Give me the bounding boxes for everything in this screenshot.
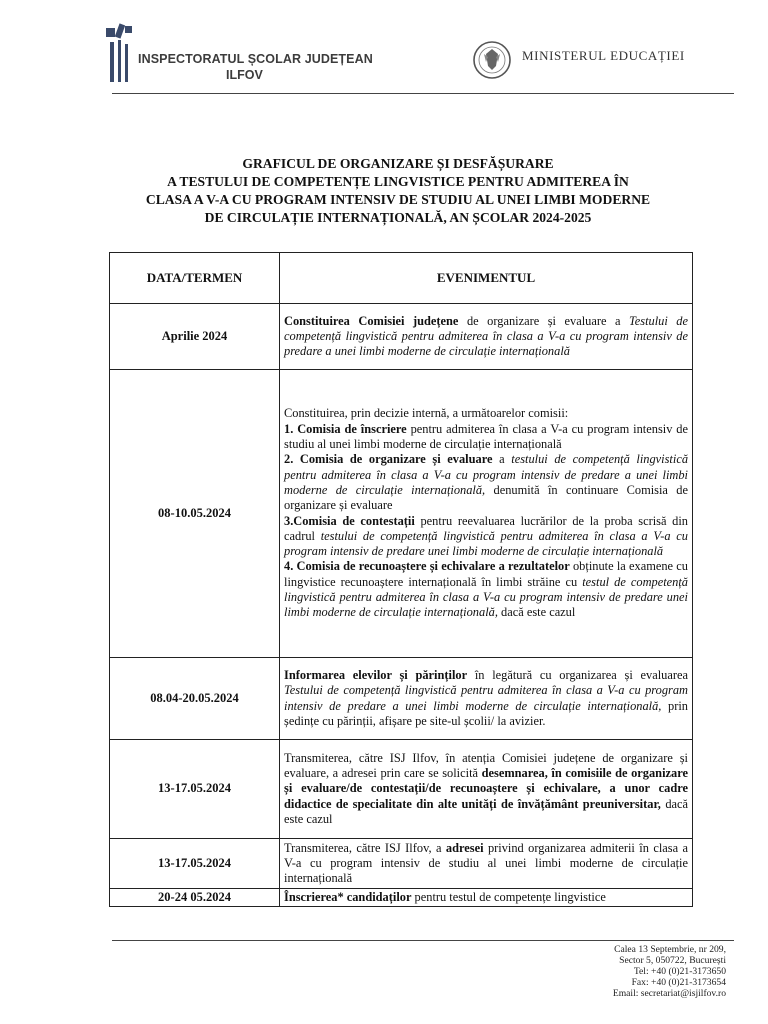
footer-address: Sector 5, 050722, București <box>619 955 726 966</box>
item-bold: 1. Comisia de înscriere <box>284 421 407 436</box>
event-text: dacă este cazul <box>284 796 689 826</box>
isj-name <box>138 52 373 82</box>
item-italic: testul de competență lingvistică pentru admiterea în clasa a V-a cu program intensiv de predare unei limbi moderne de circulație internațională, <box>284 574 688 620</box>
event-bold: Înscrierea* candidaților <box>284 890 412 904</box>
event-text: prin ședințe cu părinții, afișare pe site-ul școlii/ la avizier. <box>284 698 688 728</box>
event-item <box>284 452 688 513</box>
row-event <box>280 740 693 839</box>
event-text: de organizare și evaluare a <box>458 313 629 328</box>
table-header-row <box>110 253 693 304</box>
event-text: Transmiterea, către ISJ Ilfov, a <box>284 840 446 855</box>
event-item <box>284 559 688 620</box>
item-text: a <box>492 452 512 467</box>
schedule-table <box>109 252 693 907</box>
footer-email: Email: secretariat@isjilfov.ro <box>612 988 726 999</box>
event-text: privind organizarea admiterii în clasa a V-a cu program intensiv de studiu al unei limbi moderne de circulație internațională <box>284 840 689 886</box>
item-text: pentru reevaluarea lucrărilor de la proba scrisă din cadrul <box>284 513 688 543</box>
event-intro: Constituirea, prin decizie internă, a următoarelor comisii: <box>284 406 569 421</box>
column-header-date: DATA/TERMEN <box>110 253 280 304</box>
event-bold: adresei <box>445 840 484 855</box>
row-event <box>280 889 693 907</box>
item-bold: 3.Comisia de contestații <box>284 513 415 528</box>
row-date: 08.04-20.05.2024 <box>110 658 280 740</box>
row-event <box>280 658 693 740</box>
event-bold: Constituirea Comisiei județene <box>284 313 459 328</box>
title-line: GRAFICUL DE ORGANIZARE ȘI DESFĂȘURARE <box>242 156 554 171</box>
item-bold: 4. Comisia de recunoaștere și echivalare a rezultatelor <box>284 559 570 574</box>
event-text: în legătură cu organizarea și evaluarea <box>467 667 688 682</box>
table-row <box>110 370 693 658</box>
item-text: pentru admiterea în clasa a V-a cu program intensiv de studiu al unei limbi moderne de circulație internațională <box>284 421 689 452</box>
table-row <box>110 889 693 907</box>
row-date: 20-24 05.2024 <box>110 889 280 907</box>
title-line: A TESTULUI DE COMPETENȚE LINGVISTICE PENTRU ADMITEREA ÎN <box>167 174 629 189</box>
isj-logo-icon <box>104 22 134 86</box>
event-bold: desemnarea, în comisiile de organizare și evaluare/de contestații/de recunoaștere și echivalare, a unor cadre didactice de specialitate din alte unități de învățământ preuniversitar, <box>284 766 688 811</box>
footer-fax: Fax: +40 (0)21-3173654 <box>631 977 726 988</box>
event-italic: Testului de competență lingvistică pentru admiterea în clasa a V-a cu program intensiv de predare a unei limbi moderne de circulație internațională, <box>284 683 688 713</box>
row-date: 08-10.05.2024 <box>110 370 280 658</box>
title-line: CLASA A V-A CU PROGRAM INTENSIV DE STUDIU AL UNEI LIMBI MODERNE <box>145 192 651 207</box>
row-date: Aprilie 2024 <box>110 304 280 370</box>
item-text: obținute la examene cu lingvistice recunoaștere internațională în limbi străine cu <box>284 559 688 589</box>
event-text: pentru testul de competențe lingvistice <box>411 890 606 904</box>
ministry-name: MINISTERUL EDUCAȚIEI <box>522 48 685 63</box>
row-date: 13-17.05.2024 <box>110 839 280 889</box>
contact-footer <box>613 944 726 999</box>
event-item <box>284 514 688 560</box>
table-row <box>110 658 693 740</box>
letterhead <box>100 22 740 94</box>
isj-line2: ILFOV <box>226 68 263 82</box>
table-row <box>110 740 693 839</box>
item-italic: testului de competență lingvistică pentru admiterea în clasa a V-a cu program intensiv de predare a unei limbi moderne de circulație internațională, <box>284 452 689 497</box>
event-text: Transmiterea, către ISJ Ilfov, în atenția Comisiei județene de organizare și evaluare, a adresei prin care se solicită <box>284 750 688 781</box>
row-event <box>280 370 693 658</box>
footer-address: Calea 13 Septembrie, nr 209, <box>614 944 726 955</box>
table-row <box>110 839 693 889</box>
footer-divider <box>112 940 734 941</box>
document-title <box>88 155 708 227</box>
romania-crest-icon <box>472 40 512 80</box>
table-row <box>110 304 693 370</box>
row-date: 13-17.05.2024 <box>110 740 280 839</box>
isj-line1: INSPECTORATUL ȘCOLAR JUDEȚEAN <box>138 52 373 66</box>
event-bold: Informarea elevilor și părinților <box>284 667 468 682</box>
item-text: dacă este cazul <box>497 605 576 620</box>
title-line: DE CIRCULAȚIE INTERNAȚIONALĂ, AN ȘCOLAR 2024-2025 <box>204 210 592 225</box>
footer-phone: Tel: +40 (0)21-3173650 <box>633 966 726 977</box>
item-text: denumită în continuare Comisia de organizare și evaluare <box>284 482 688 513</box>
item-bold: 2. Comisia de organizare și evaluare <box>284 452 493 467</box>
row-event <box>280 304 693 370</box>
row-event <box>280 839 693 889</box>
event-italic: Testului de competență lingvistică pentru admiterea în clasa a V-a cu program intensiv de predare a unei limbi moderne de circulație internațională <box>284 313 689 359</box>
column-header-event: EVENIMENTUL <box>280 253 693 304</box>
header-divider <box>112 93 734 94</box>
event-item <box>284 422 688 453</box>
item-italic: testului de competență lingvistică pentru admiterea în clasa a V-a cu program intensiv de predare unei limbi moderne de circulație internațională <box>284 528 689 559</box>
